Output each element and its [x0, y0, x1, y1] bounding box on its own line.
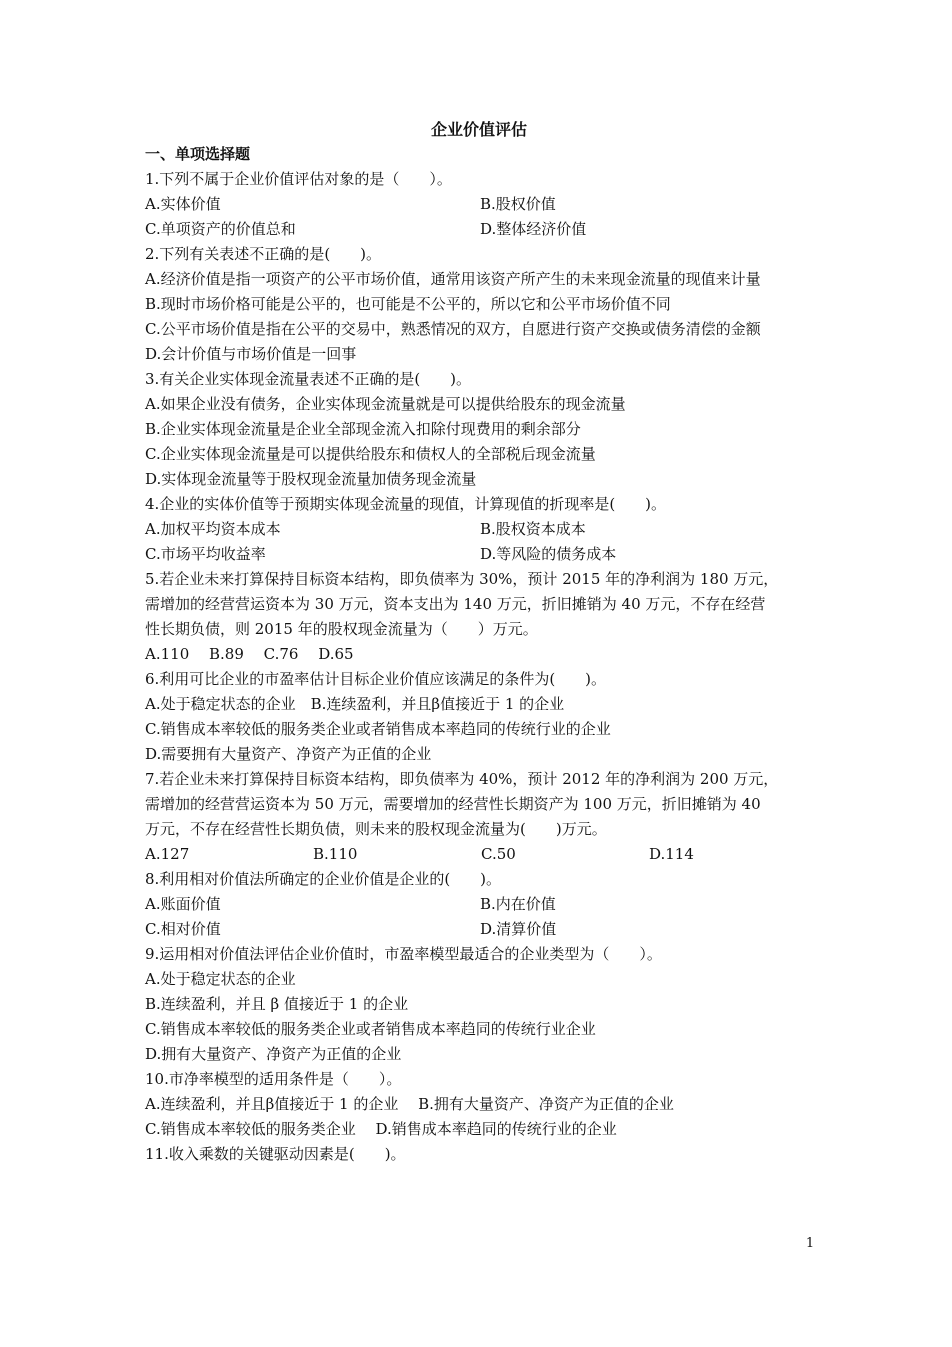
- page-number: 1: [805, 1236, 815, 1251]
- option-d: D.会计价值与市场价值是一回事: [145, 345, 357, 363]
- question-5-stem-line-1: 5.若企业未来打算保持目标资本结构，即负债率为 30%，预计 2015 年的净利润为 180 万元，: [145, 570, 779, 588]
- option-d: D.清算价值: [480, 920, 557, 938]
- option-b: B.股权价值: [480, 195, 556, 213]
- option-a: A.处于稳定状态的企业: [145, 970, 296, 988]
- question-4-stem: 4.企业的实体价值等于预期实体现金流量的现值，计算现值的折现率是( )。: [145, 495, 667, 513]
- question-8-options-row-1: [145, 892, 813, 917]
- question-1-stem: 1.下列不属于企业价值评估对象的是（ ）。: [145, 170, 452, 188]
- question-5-stem-line-2: 需增加的经营营运资本为 30 万元，资本支出为 140 万元，折旧摊销为 40 万元，不存在经营: [145, 595, 766, 613]
- option-c: C.销售成本率较低的服务类企业或者销售成本率趋同的传统行业企业: [145, 1020, 596, 1038]
- option-b: B.110: [313, 845, 358, 863]
- question-5-stem-line-3: 性长期负债，则 2015 年的股权现金流量为（ ）万元。: [145, 620, 538, 638]
- question-4-options-row-1: [145, 517, 813, 542]
- question-9-stem: 9.运用相对价值法评估企业价值时，市盈率模型最适合的企业类型为（ ）。: [145, 945, 662, 963]
- option-b: B.内在价值: [480, 895, 556, 913]
- option-c: C.50: [481, 845, 516, 863]
- question-8-stem: 8.利用相对价值法所确定的企业价值是企业的( )。: [145, 870, 502, 888]
- question-4-options-row-2: [145, 542, 813, 567]
- document-title: 企业价值评估: [430, 120, 527, 139]
- option-a: A.如果企业没有债务，企业实体现金流量就是可以提供给股东的现金流量: [145, 395, 626, 413]
- option-c: C.公平市场价值是指在公平的交易中，熟悉情况的双方，自愿进行资产交换或债务清偿的金额: [145, 320, 761, 338]
- question-10-stem: 10.市净率模型的适用条件是（ ）。: [145, 1070, 402, 1088]
- option-d: D.实体现金流量等于股权现金流量加债务现金流量: [145, 470, 477, 488]
- option-c: C.企业实体现金流量是可以提供给股东和债权人的全部税后现金流量: [145, 445, 596, 463]
- option-d: D.整体经济价值: [480, 220, 587, 238]
- option-d: D.拥有大量资产、净资产为正值的企业: [145, 1045, 402, 1063]
- question-8-options-row-2: [145, 917, 813, 942]
- document-body: [145, 117, 813, 1167]
- question-3-stem: 3.有关企业实体现金流量表述不正确的是( )。: [145, 370, 472, 388]
- option-d: D.需要拥有大量资产、净资产为正值的企业: [145, 745, 432, 763]
- question-5-options: A.110 B.89 C.76 D.65: [145, 645, 354, 663]
- option-b: B.股权资本成本: [480, 520, 586, 538]
- option-a: A.127: [145, 845, 190, 863]
- question-6-stem: 6.利用可比企业的市盈率估计目标企业价值应该满足的条件为( )。: [145, 670, 607, 688]
- section-heading: 一、单项选择题: [145, 145, 251, 163]
- question-7-stem-line-3: 万元，不存在经营性长期负债，则未来的股权现金流量为( )万元。: [145, 820, 607, 838]
- option-c: C.销售成本率较低的服务类企业或者销售成本率趋同的传统行业的企业: [145, 720, 611, 738]
- option-b: B.连续盈利，并且 β 值接近于 1 的企业: [145, 995, 409, 1013]
- option-d: D.114: [649, 845, 694, 863]
- option-a-b: A.处于稳定状态的企业 B.连续盈利，并且β值接近于 1 的企业: [145, 695, 565, 713]
- question-7-options: [145, 842, 813, 867]
- question-1-options-row-1: [145, 192, 813, 217]
- question-2-stem: 2.下列有关表述不正确的是( )。: [145, 245, 382, 263]
- question-7-stem-line-1: 7.若企业未来打算保持目标资本结构，即负债率为 40%，预计 2012 年的净利润为 200 万元，: [145, 770, 779, 788]
- option-a: A.账面价值: [145, 895, 221, 913]
- option-a: A.经济价值是指一项资产的公平市场价值，通常用该资产所产生的未来现金流量的现值来计量: [145, 270, 761, 288]
- option-b: B.企业实体现金流量是企业全部现金流入扣除付现费用的剩余部分: [145, 420, 581, 438]
- option-b: B.现时市场价格可能是公平的，也可能是不公平的，所以它和公平市场价值不同: [145, 295, 671, 313]
- option-c: C.市场平均收益率: [145, 545, 266, 563]
- option-c: C.相对价值: [145, 920, 221, 938]
- option-a-b: A.连续盈利，并且β值接近于 1 的企业 B.拥有大量资产、净资产为正值的企业: [145, 1095, 674, 1113]
- question-1-options-row-2: [145, 217, 813, 242]
- option-c: C.单项资产的价值总和: [145, 220, 296, 238]
- question-7-stem-line-2: 需增加的经营营运资本为 50 万元，需要增加的经营性长期资产为 100 万元，折旧摊销为 40: [145, 795, 761, 813]
- option-a: A.加权平均资本成本: [145, 520, 281, 538]
- option-a: A.实体价值: [145, 195, 221, 213]
- question-11-stem: 11.收入乘数的关键驱动因素是( )。: [145, 1145, 406, 1163]
- option-d: D.等风险的债务成本: [480, 545, 617, 563]
- option-c-d: C.销售成本率较低的服务类企业 D.销售成本率趋同的传统行业的企业: [145, 1120, 617, 1138]
